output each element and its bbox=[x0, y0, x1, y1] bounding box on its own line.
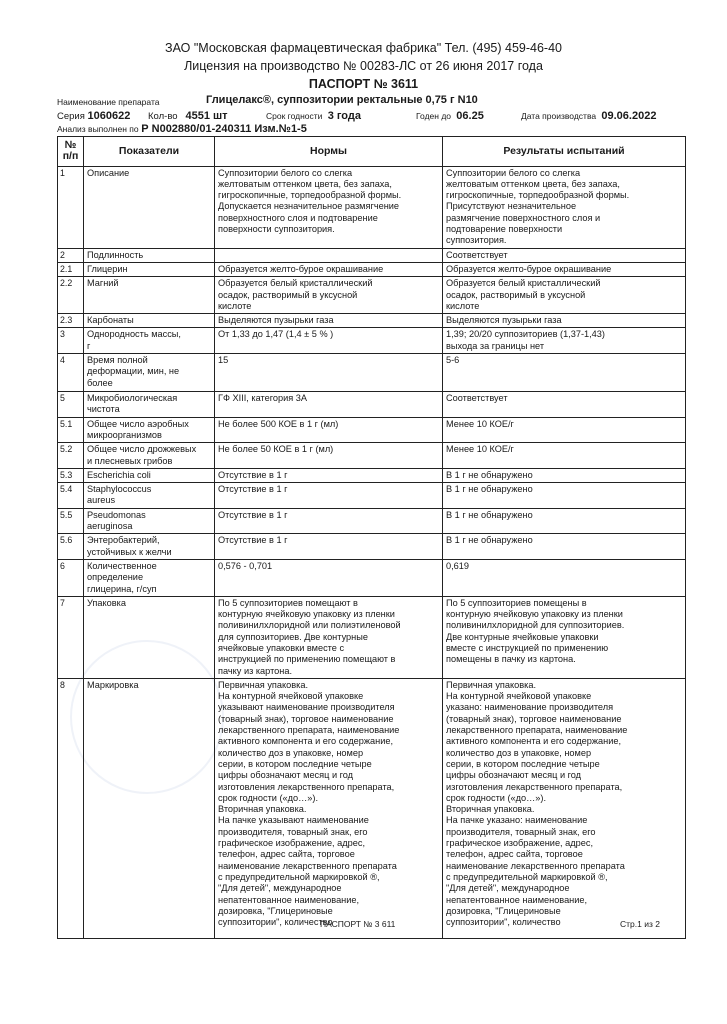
row-indicator: Staphylococcus aureus bbox=[84, 483, 215, 509]
quantity-field: Кол-во 4551 шт bbox=[148, 110, 228, 122]
row-result: Менее 10 КОЕ/г bbox=[443, 443, 686, 469]
row-number: 6 bbox=[58, 559, 84, 596]
row-result: В 1 г не обнаружено bbox=[443, 483, 686, 509]
table-row bbox=[58, 508, 686, 534]
table-row bbox=[58, 678, 686, 938]
row-indicator: Энтеробактерий, устойчивых к желчи bbox=[84, 534, 215, 560]
row-number: 2.3 bbox=[58, 314, 84, 328]
row-result: В 1 г не обнаружено bbox=[443, 468, 686, 482]
row-result: По 5 суппозиториев помещены в контурную ячейковую упаковку из пленки поливинилхлоридной для суппозиториев. Две контурные ячейковые упаковки вместе с инструкцией по применению помещены в пачку из картона. bbox=[443, 596, 686, 678]
row-indicator: Однородность массы, г bbox=[84, 328, 215, 354]
row-number: 5.1 bbox=[58, 417, 84, 443]
shelf-life-field: Срок годности 3 года bbox=[266, 110, 361, 122]
row-norm: Выделяются пузырьки газа bbox=[215, 314, 443, 328]
row-norm bbox=[215, 248, 443, 262]
row-result: 0,619 bbox=[443, 559, 686, 596]
row-indicator: Подлинность bbox=[84, 248, 215, 262]
row-number: 2.1 bbox=[58, 262, 84, 276]
row-norm: Отсутствие в 1 г bbox=[215, 483, 443, 509]
row-indicator: Escherichia coli bbox=[84, 468, 215, 482]
row-number: 5.3 bbox=[58, 468, 84, 482]
table-header-row bbox=[58, 137, 686, 167]
row-result: Выделяются пузырьки газа bbox=[443, 314, 686, 328]
row-result: Менее 10 КОЕ/г bbox=[443, 417, 686, 443]
table-row bbox=[58, 483, 686, 509]
row-norm: Суппозитории белого со слегка желтоватым оттенком цвета, без запаха, гигроскопичные, торпедообразной формы. Допускается незначительное размягчение поверхностного слоя и подтоварение поверхности суппозитория. bbox=[215, 166, 443, 248]
row-norm: По 5 суппозиториев помещают в контурную ячейковую упаковку из пленки поливинилхлоридной или полиэтиленовой для суппозиториев. Две контурные ячейковые упаковки вместе с инструкцией по применению помещают в пачку из картона. bbox=[215, 596, 443, 678]
table-row bbox=[58, 262, 686, 276]
row-norm: Отсутствие в 1 г bbox=[215, 468, 443, 482]
col-header-indicator: Показатели bbox=[84, 137, 215, 167]
product-name-value: Глицелакс®, суппозитории ректальные 0,75 г N10 bbox=[206, 94, 478, 106]
footer-passport-number: ПАСПОРТ № 3 611 bbox=[320, 919, 396, 929]
col-header-number: № п/п bbox=[58, 137, 84, 167]
row-result: 5-6 bbox=[443, 354, 686, 392]
row-result: Образуется желто-бурое окрашивание bbox=[443, 262, 686, 276]
row-indicator: Описание bbox=[84, 166, 215, 248]
row-result: Соответствует bbox=[443, 392, 686, 418]
row-result: Образуется белый кристаллический осадок, растворимый в уксусной кислоте bbox=[443, 277, 686, 314]
row-norm: Первичная упаковка. На контурной ячейковой упаковке указывают наименование производителя (товарный знак), торговое наименование лекарственного препарата, наименование активного компонента и его содержание, количество доз в упаковке, номер серии, в котором последние четыре цифры обозначают месяц и год изготовления лекарственного препарата, срок годности («до…»). Вторичная упаковка. На пачке указывают наименование производителя, товарный знак, его графическое изображение, адрес, телефон, адрес сайта, торговое наименование лекарственного препарата с предупредительной маркировкой ®, "Для детей", международное непатентованное наименование, дозировка, "Глицериновые суппозитории", количество bbox=[215, 678, 443, 938]
analysis-field: Анализ выполнен по Р N002880/01-240311 Изм.№1-5 bbox=[57, 123, 307, 135]
row-indicator: Количественное определение глицерина, г/суп bbox=[84, 559, 215, 596]
row-indicator: Упаковка bbox=[84, 596, 215, 678]
row-norm: Отсутствие в 1 г bbox=[215, 534, 443, 560]
row-result: В 1 г не обнаружено bbox=[443, 534, 686, 560]
table-row bbox=[58, 534, 686, 560]
row-number: 2.2 bbox=[58, 277, 84, 314]
row-result: Суппозитории белого со слегка желтоватым оттенком цвета, без запаха, гигроскопичные, торпедообразной формы. Присутствуют незначительное размягчение поверхностного слоя и подтоварение поверхности суппозитория. bbox=[443, 166, 686, 248]
table-row bbox=[58, 328, 686, 354]
row-number: 3 bbox=[58, 328, 84, 354]
table-row bbox=[58, 277, 686, 314]
table-row bbox=[58, 166, 686, 248]
table-row bbox=[58, 468, 686, 482]
production-date-field: Дата производства 09.06.2022 bbox=[521, 110, 657, 122]
footer-page-number: Стр.1 из 2 bbox=[620, 919, 660, 929]
table-row bbox=[58, 392, 686, 418]
row-norm: Образуется белый кристаллический осадок, растворимый в уксусной кислоте bbox=[215, 277, 443, 314]
row-number: 4 bbox=[58, 354, 84, 392]
valid-until-field: Годен до 06.25 bbox=[416, 110, 484, 122]
row-indicator: Магний bbox=[84, 277, 215, 314]
row-norm: От 1,33 до 1,47 (1,4 ± 5 % ) bbox=[215, 328, 443, 354]
row-indicator: Глицерин bbox=[84, 262, 215, 276]
row-number: 5.2 bbox=[58, 443, 84, 469]
row-norm: Отсутствие в 1 г bbox=[215, 508, 443, 534]
row-indicator: Общее число дрожжевых и плесневых грибов bbox=[84, 443, 215, 469]
row-number: 5.4 bbox=[58, 483, 84, 509]
row-indicator: Маркировка bbox=[84, 678, 215, 938]
row-number: 5.5 bbox=[58, 508, 84, 534]
row-norm: Не более 50 КОЕ в 1 г (мл) bbox=[215, 443, 443, 469]
table-row bbox=[58, 248, 686, 262]
row-norm: 0,576 - 0,701 bbox=[215, 559, 443, 596]
row-number: 5 bbox=[58, 392, 84, 418]
row-number: 1 bbox=[58, 166, 84, 248]
product-name-label: Наименование препарата bbox=[57, 97, 160, 107]
row-norm: Образуется желто-бурое окрашивание bbox=[215, 262, 443, 276]
row-result: 1,39; 20/20 суппозиториев (1,37-1,43) выхода за границы нет bbox=[443, 328, 686, 354]
table-row bbox=[58, 443, 686, 469]
row-indicator: Pseudomonas aeruginosa bbox=[84, 508, 215, 534]
table-row bbox=[58, 596, 686, 678]
row-number: 8 bbox=[58, 678, 84, 938]
license-line: Лицензия на производство № 00283-ЛС от 26 июня 2017 года bbox=[184, 59, 543, 73]
row-number: 2 bbox=[58, 248, 84, 262]
table-row bbox=[58, 417, 686, 443]
row-indicator: Микробиологическая чистота bbox=[84, 392, 215, 418]
row-result: Первичная упаковка. На контурной ячейковой упаковке указано: наименование производителя (товарный знак), торговое наименование лекарственного препарата, наименование активного компонента и его содержание, количество доз в упаковке, номер серии, в котором последние четыре цифры обозначают месяц и год изготовления лекарственного препарата, срок годности («до…»). Вторичная упаковка. На пачке указано: наименование производителя, товарный знак, его графическое изображение, адрес, телефон, адрес сайта, торговое наименование лекарственного препарата с предупредительной маркировкой ®, "Для детей", международное непатентованное наименование, дозировка, "Глицериновые суппозитории", количество bbox=[443, 678, 686, 938]
row-norm: Не более 500 КОЕ в 1 г (мл) bbox=[215, 417, 443, 443]
table-row bbox=[58, 559, 686, 596]
table-row bbox=[58, 354, 686, 392]
table-row bbox=[58, 314, 686, 328]
row-indicator: Время полной деформации, мин, не более bbox=[84, 354, 215, 392]
row-number: 5.6 bbox=[58, 534, 84, 560]
row-norm: ГФ XIII, категория 3А bbox=[215, 392, 443, 418]
row-number: 7 bbox=[58, 596, 84, 678]
col-header-norm: Нормы bbox=[215, 137, 443, 167]
row-indicator: Общее число аэробных микроорганизмов bbox=[84, 417, 215, 443]
row-indicator: Карбонаты bbox=[84, 314, 215, 328]
document-title: ПАСПОРТ № 3611 bbox=[308, 77, 419, 91]
series-field: Серия 1060622 bbox=[57, 110, 131, 122]
test-results-table bbox=[57, 136, 686, 939]
row-result: В 1 г не обнаружено bbox=[443, 508, 686, 534]
row-result: Соответствует bbox=[443, 248, 686, 262]
col-header-result: Результаты испытаний bbox=[443, 137, 686, 167]
company-header: ЗАО "Московская фармацевтическая фабрика" Тел. (495) 459-46-40 bbox=[165, 41, 562, 55]
row-norm: 15 bbox=[215, 354, 443, 392]
